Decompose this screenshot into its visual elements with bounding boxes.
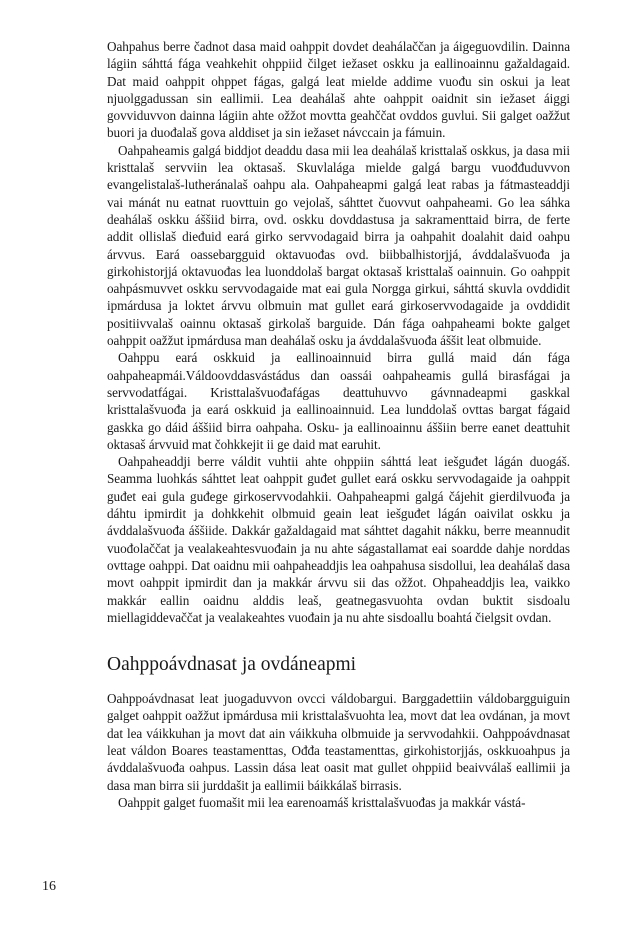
page-number: 16 <box>42 879 56 894</box>
paragraph: Oahppu eará oskkuid ja eallinoainnuid birra gullá maid dán fága oahpaheapmái.Váldoovddasvástádus dan oassái oahpaheamis gullá birasfágai ja servvodatfágai. Kristtalašvuođafágas deattuhuvvo gávnnadeapmi gaskkal kristtalašvuođa ja eará oskkuid ja eallinoainnuid. Lea lunddolaš ovttas bargat fágaid gaskka go dáid áššiid birra oahpaha. Osku- ja eallinoainnu áššiin berre eanet deattuhit oktasaš árvvuid mat čohkkejit ii ge daid mat earuhit. <box>107 350 570 452</box>
paragraph: Oahpaheaddji berre váldit vuhtii ahte ohppiin sáhttá leat iešguđet lágán duogáš. Seamma luohkás sáhttet leat oahppit guđet gullet eará oskku servvodagaide ja oahppit guđet eai gula guđege girkoservvodahkii. Oahpaheapmi galgá čájehit gierdilvuođa ja dáhtu ipmirdit ja dohkkehit olbmuid geain leat iešguđet lágán oaivilat oskku ja ávddalašvuođa áššiide. Dakkár gažaldagaid mat sáhttet dagahit nákku, berre meannudit vuođolaččat ja vealakeahtesvuođain ja nu ahte ságastallamat eai soardde dahje norddas ovttage oahppi. Dat oaidnu mii oahpaheaddjis lea oahpahusa sisdollui, lea deahálaš dasa movt oahppit ipmirdit dan ja makkár árvvu sii das ožžot. Ohpaheaddjis lea, vaikko makkár eallin oaidnu alddis leaš, geatnegasvuohta ovdan buktit sisdoalu miellagiddevaččat ja vealakeahtes vuođain ja nu ahte sisdoallu boahtá čielgsit ovdan. <box>107 454 570 625</box>
paragraph: Oahppoávdnasat leat juogaduvvon ovcci váldobargui. Barggadettiin váldobargguiguin galget oahppit oažžut ipmárdusa mii kristtalašvuohta lea, movt dat lea ovdánan, ja movt dat lea váikkuhan ja movt dat ain váikkuha olbmuide ja servvodahkii. Oahppoávdnasat leat váldon Boares teastamenttas, Ođđa teastamenttas, girkohistorjjás, oskkuoahpus ja ávddalašvuođa oahpus. Lassin dása leat oasit mat gullet ohppiid beaivválaš eallimii ja dasa man birra sii jurddašit ja eallimii báikkálaš birrasis. <box>107 691 570 793</box>
section-heading: Oahppoávdnasat ja ovdáneapmi <box>107 654 357 676</box>
paragraph: Oahpaheamis galgá biddjot deaddu dasa mii lea deahálaš kristtalaš oskkus, ja dasa mii kristtalaš servviin lea oktasaš. Skuvlalága mielde galgá bargu vuođđuduvvon evangelistalaš-lutheránalaš oahpu ala. Oahpaheapmi galgá leat rabas ja fátmasteaddji vai mánát nu eatnat ruovttuin go vejolaš, sáhttet čuovvut oahpaheami. Go lea sáhka deahálaš oskku áššiid birra, ovd. oskku dovddastusa ja sakramenttaid birra, de ferte addit ollislaš dieđuid eará girko servvodagaid birra ja oahpahit doalahit daid oahpu árvvus. Eará oassebargguid oktavuođas ovd. biibbalhistorjjá, ávddalašvuođa ja girkohistorjjá oktavuođas lea luonddolaš bargat oktasaš kristtalaš oainnuin. Go oahppit oahpásmuvvet oskku servvodagaide mat eai gula Norgga girkui, sáhttá skuvla ovddidit ipmárdusa ja loktet árvvu olbmuin mat gullet eará girkoservvodagaide ja ovddidit positiivvalaš oainnu oktasaš girkolaš barguide. Dán fága oahpaheami bokte galget oahppit oažžut ipmárdusa man deahálaš osku ja ávddalašvuođa áššit leat olbmuide. <box>107 142 570 349</box>
page-body <box>107 38 570 811</box>
paragraph: Oahppit galget fuomašit mii lea earenoamáš kristtalašvuođas ja makkár vástá- <box>118 794 526 810</box>
paragraph: Oahpahus berre čadnot dasa maid oahppit dovdet deahálaččan ja áigeguovdilin. Dainna lágiin sáhttá fága veahkehit ohppiid čilget iežaset oskku ja eallinoainnu gažaldagaid. Dat maid oahppit ohppet fágas, galgá leat mielde addime vuođu sin oskui ja leat njuolggadussan sin eallimii. Lea deahálaš ahte oahppit oaidnit sin iežaset áiggi govviduvvon dainna lágiin ahte ožžot movtta geahččat ovddos guvlui. Sii galget oažžut buori ja duođalaš gova alddiset ja sin iežaset návccain ja fámuin. <box>107 39 570 141</box>
